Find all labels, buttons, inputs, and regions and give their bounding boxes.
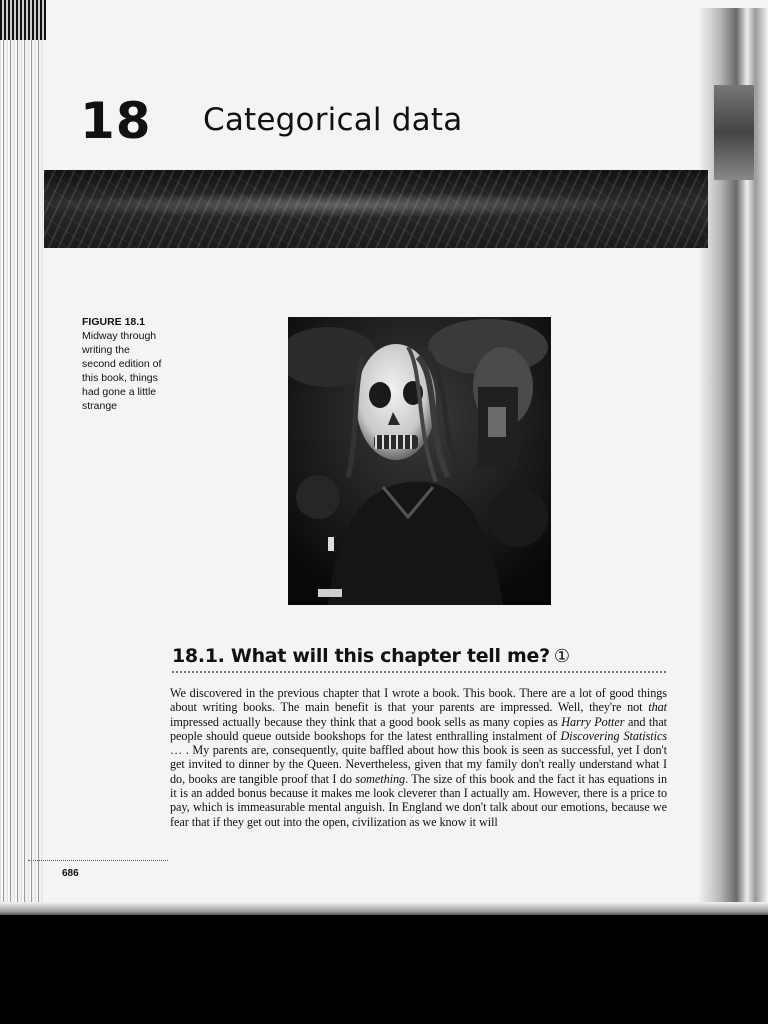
chapter-title: Categorical data [203, 102, 463, 138]
chapter-number: 18 [80, 92, 152, 150]
figure-caption-text: Midway through writing the second edition of this book, things had gone a little strange [82, 330, 162, 412]
section-heading [172, 645, 666, 673]
body-emphasis-4: something [355, 771, 406, 786]
chapter-header-band [44, 170, 708, 248]
body-emphasis-1: that [648, 700, 667, 715]
body-text-5: . The size of this book and the fact it has equations in it is an added bonus because it makes me look cleverer than I actually am. However, there is a price to pay, which is immeasurable mental anguish. In England we don't talk about our emotions, because we fear that if they get out into the open, civilization as we know it will [170, 771, 667, 829]
footer-rule [28, 860, 168, 861]
figure-caption [82, 315, 162, 413]
scan-bottom-black [0, 915, 768, 1024]
body-emphasis-3: Discovering Statistics [560, 728, 668, 743]
body-text-4: … . My parents are, consequently, quite baffled about how this book is seen as successful, yet I don't get invited to dinner by the Queen. Nevertheless, given that my family don't really understand what I do, books are tangible proof that I do [170, 743, 667, 786]
level-circle-icon: ① [553, 646, 570, 667]
figure-label: FIGURE 18.1 [82, 316, 146, 328]
body-text-3: and that people should queue outside bookshops for the latest enthralling instalment of [170, 714, 668, 743]
scan-left-edge-top [0, 0, 46, 40]
figure-photo [288, 317, 551, 605]
body-text-1: We discovered in the previous chapter that I wrote a book. This book. There are a lot of good things about writing books. The main benefit is that your parents are impressed. Well, they're not [170, 686, 667, 715]
section-heading-text: 18.1. What will this chapter tell me? [172, 645, 550, 667]
body-emphasis-2: Harry Potter [561, 714, 625, 729]
scan-left-edge [0, 0, 44, 920]
body-paragraph [170, 686, 667, 829]
body-text-2: impressed actually because they think that a good book sells as many copies as [170, 714, 562, 729]
scan-right-edge-shadow [714, 85, 754, 180]
page-number: 686 [62, 868, 79, 879]
skull-mask-figure-image [288, 317, 551, 605]
